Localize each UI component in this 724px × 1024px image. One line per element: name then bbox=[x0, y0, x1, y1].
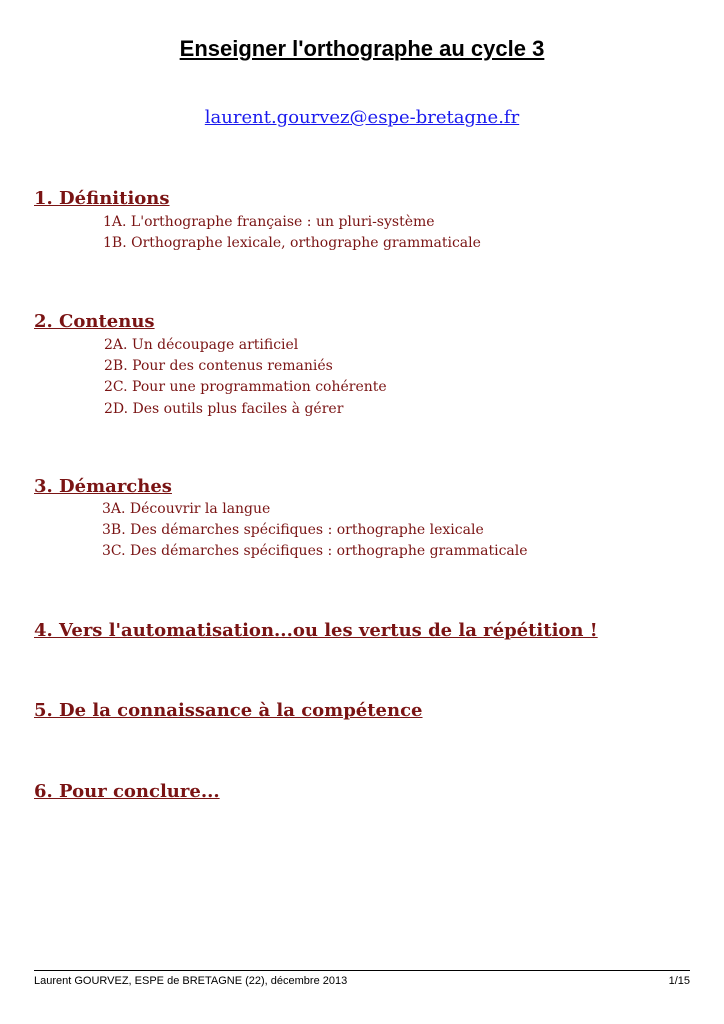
subsection-2c: 2C. Pour une programmation cohérente bbox=[104, 379, 387, 395]
subsection-3c: 3C. Des démarches spécifiques : orthographe grammaticale bbox=[102, 543, 528, 559]
subsection-3a: 3A. Découvrir la langue bbox=[102, 501, 271, 517]
document-title: Enseigner l'orthographe au cycle 3 bbox=[179, 36, 545, 61]
subsection-2a: 2A. Un découpage artificiel bbox=[104, 337, 299, 353]
email-link[interactable]: laurent.gourvez@espe-bretagne.fr bbox=[204, 107, 520, 128]
section-heading-conclure: 6. Pour conclure... bbox=[34, 781, 220, 802]
subsection-3b: 3B. Des démarches spécifiques : orthographe lexicale bbox=[102, 522, 484, 538]
subsection-1a: 1A. L'orthographe française : un pluri-système bbox=[103, 214, 435, 230]
section-heading-automatisation: 4. Vers l'automatisation...ou les vertus de la répétition ! bbox=[34, 620, 598, 641]
subsection-2d: 2D. Des outils plus faciles à gérer bbox=[104, 401, 344, 417]
section-heading-competence: 5. De la connaissance à la compétence bbox=[34, 700, 423, 721]
footer-author: Laurent GOURVEZ, ESPE de BRETAGNE (22), décembre 2013 bbox=[34, 975, 348, 987]
section-heading-demarches: 3. Démarches bbox=[34, 476, 172, 497]
subsection-1b: 1B. Orthographe lexicale, orthographe grammaticale bbox=[103, 235, 481, 251]
footer-divider bbox=[34, 970, 690, 971]
page-number: 1/15 bbox=[668, 975, 690, 987]
section-heading-definitions: 1. Définitions bbox=[34, 188, 170, 209]
subsection-2b: 2B. Pour des contenus remaniés bbox=[104, 358, 333, 374]
section-heading-contenus: 2. Contenus bbox=[34, 311, 155, 332]
